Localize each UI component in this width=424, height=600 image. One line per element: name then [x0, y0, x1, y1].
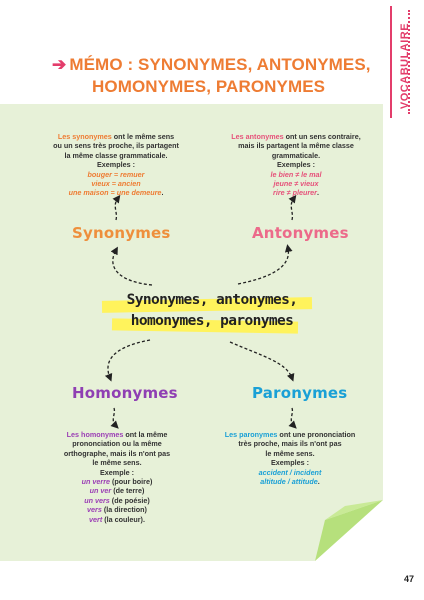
antonymes-def-2: mais ils partagent la même classe	[238, 141, 354, 151]
synonymes-def-1: ont le même sens	[111, 132, 175, 141]
paronymes-example-2: altitude / attitude	[260, 477, 318, 487]
homonymes-def-3: orthographe, mais ils n'ont pas	[63, 448, 171, 458]
homonymes-example-1-gloss: (pour boire)	[110, 477, 153, 487]
antonymes-term: Les antonymes	[231, 132, 284, 141]
heading-synonymes: Synonymes	[72, 224, 171, 242]
antonymes-example-3: rire ≠ pleurer	[273, 188, 317, 198]
homonymes-example-1	[52, 477, 182, 486]
homonymes-example-3-gloss: (de poésie)	[109, 495, 150, 505]
antonymes-example-2: jeune ≠ vieux	[273, 179, 319, 189]
homonymes-example-5	[52, 515, 182, 524]
synonymes-def-3: la même classe grammaticale.	[64, 150, 168, 160]
arrow-center-to-homonymes	[108, 340, 150, 378]
homonymes-example-1-word: un verre	[81, 477, 111, 487]
antonymes-example-1: le bien ≠ le mal	[270, 169, 322, 179]
paronymes-definition	[220, 430, 360, 486]
synonymes-example-1: bouger = remuer	[87, 169, 145, 179]
homonymes-term: Les homonymes	[66, 430, 124, 439]
homonymes-example-5-gloss: (la couleur).	[102, 514, 145, 524]
side-tab-label: VOCABULAIRE	[399, 22, 412, 109]
heading-paronymes: Paronymes	[252, 384, 348, 402]
antonymes-definition	[222, 132, 370, 198]
homonymes-example-2-gloss: (de terre)	[111, 486, 145, 496]
page-title-line-2: HOMONYMES, PARONYMES	[92, 77, 326, 96]
antonymes-final-period: .	[316, 188, 319, 198]
arrow-center-to-paronymes	[230, 342, 292, 378]
arrow-center-to-synonymes	[113, 250, 152, 285]
homonymes-def-2: prononciation ou la même	[72, 439, 162, 449]
paronymes-def-2: très proche, mais ils n'ont pas	[238, 439, 342, 449]
page-number: 47	[403, 574, 414, 584]
arrow-right-icon: ➔	[52, 55, 67, 74]
heading-homonymes: Homonymes	[72, 384, 178, 402]
central-label-line-2: homonymes, paronymes	[130, 313, 294, 329]
homonymes-definition	[52, 430, 182, 524]
paronymes-examples-label: Exemples :	[271, 458, 309, 468]
synonymes-final-period: .	[161, 188, 164, 198]
arrow-paronymes-to-text	[291, 408, 294, 426]
synonymes-examples-label: Exemples :	[97, 160, 135, 170]
arrow-antonymes-to-text	[291, 198, 294, 220]
arrow-homonymes-to-text	[113, 408, 116, 426]
synonymes-example-3: une maison = une demeure	[68, 188, 162, 198]
heading-antonymes: Antonymes	[252, 224, 349, 242]
homonymes-examples-label: Exemple :	[100, 467, 134, 477]
homonymes-def-1: ont la même	[123, 430, 168, 439]
central-label-line-1: Synonymes, antonymes,	[126, 292, 298, 308]
homonymes-example-2-word: un ver	[89, 486, 112, 496]
homonymes-def-4: le même sens.	[92, 458, 142, 468]
antonymes-examples-label: Exemples :	[277, 160, 315, 170]
paronymes-final-period: .	[317, 477, 320, 487]
paronymes-def-1: ont une prononciation	[277, 430, 356, 439]
central-label-text	[96, 290, 328, 332]
paronymes-term: Les paronymes	[224, 430, 278, 439]
page-title-line-1: MÉMO : SYNONYMES, ANTONYMES,	[69, 55, 371, 74]
synonymes-example-2: vieux = ancien	[91, 179, 141, 189]
central-label	[96, 290, 328, 336]
homonymes-example-4-gloss: (la direction)	[101, 505, 147, 515]
synonymes-definition	[50, 132, 182, 198]
homonymes-example-3	[52, 496, 182, 505]
homonymes-example-5-word: vert	[89, 514, 103, 524]
homonymes-example-3-word: un vers	[84, 495, 110, 505]
paronymes-example-1: accident / incident	[258, 467, 322, 477]
arrow-center-to-antonymes	[238, 248, 288, 284]
synonymes-term: Les synonymes	[57, 132, 112, 141]
antonymes-def-3: grammaticale.	[271, 150, 321, 160]
homonymes-example-4	[52, 505, 182, 514]
homonymes-example-4-word: vers	[87, 505, 102, 515]
paronymes-def-3: le même sens.	[265, 448, 315, 458]
antonymes-def-1: ont un sens contraire,	[283, 132, 361, 141]
homonymes-example-2	[52, 486, 182, 495]
arrow-synonymes-to-text	[115, 198, 118, 220]
synonymes-def-2: ou un sens très proche, ils partagent	[53, 141, 179, 151]
